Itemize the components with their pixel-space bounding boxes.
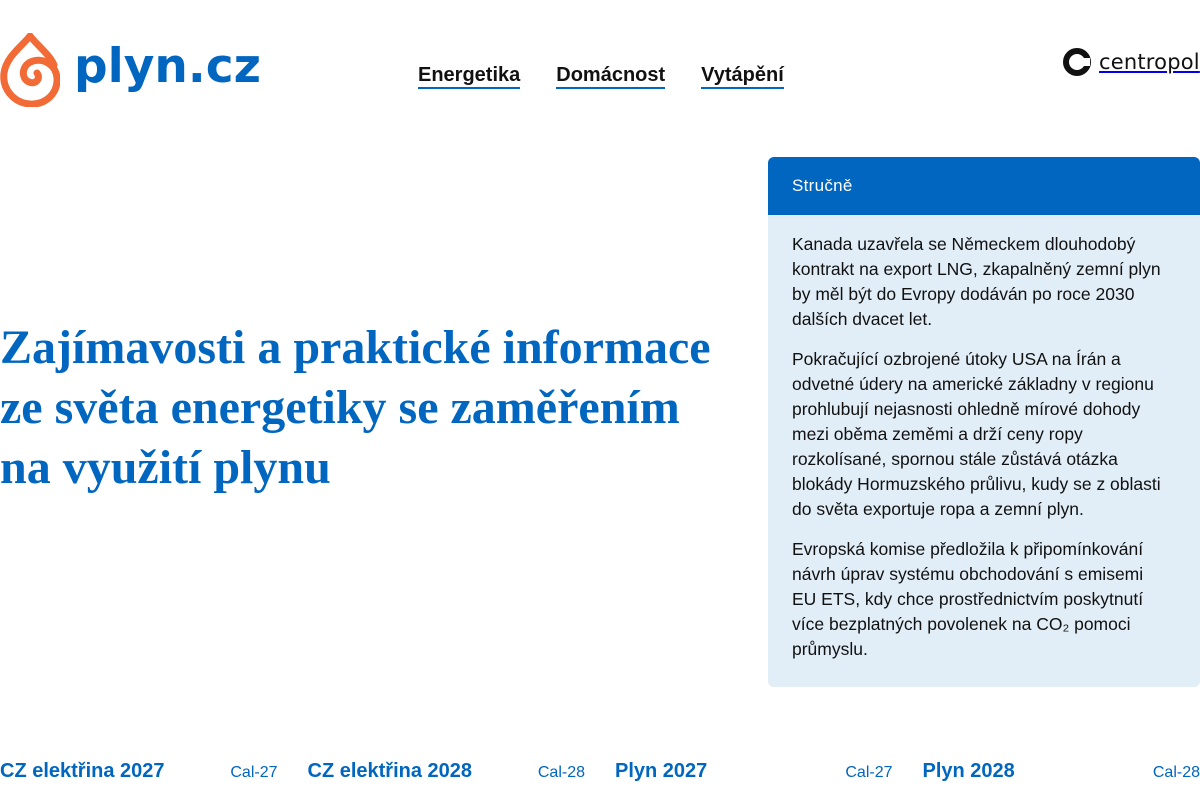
brief-item: Pokračující ozbrojené útoky USA na Írán a odvetné údery na americké základny v regionu prohlubují nejasnosti ohledně mírové dohody mezi oběma zeměmi a drží ceny ropy rozkolísané, spornou stále zůstává otázka blokády Hormuzského průlivu, kudy se z oblasti do světa exportuje ropa a zemní plyn. xyxy=(792,349,1161,519)
nav-item-energetika[interactable]: Energetika xyxy=(418,64,520,89)
ticker-item[interactable] xyxy=(0,760,308,783)
ring-icon xyxy=(1062,47,1092,77)
ticker-item-code: Cal-27 xyxy=(230,764,278,781)
ticker-item-name: Plyn 2028 xyxy=(922,760,1015,782)
brief-title: Stručně xyxy=(768,157,1200,215)
logo-text: plyn.cz xyxy=(74,38,261,94)
ticker-item-name: Plyn 2027 xyxy=(615,760,708,782)
ticker-item-name: CZ elektřina 2028 xyxy=(307,760,473,782)
brief-body xyxy=(768,215,1200,662)
ticker-item[interactable] xyxy=(615,760,923,783)
price-ticker xyxy=(0,760,1200,783)
partner-text: centropol xyxy=(1099,49,1200,74)
flame-swirl-icon xyxy=(0,33,60,107)
brief-item: Kanada uzavřela se Německem dlouhodobý kontrakt na export LNG, zkapalněný zemní plyn by měl být do Evropy dodáván po roce 2030 dalších dvacet let. xyxy=(792,234,1161,329)
ticker-item[interactable] xyxy=(923,760,1200,783)
nav-item-vytapeni[interactable]: Vytápění xyxy=(701,64,784,89)
ticker-item-code: Cal-27 xyxy=(845,764,893,781)
ticker-item-name: CZ elektřina 2027 xyxy=(0,760,165,782)
page-title: Zajímavosti a praktické informace ze světa energetiky se zaměřením na využití plynu xyxy=(0,321,711,494)
ticker-item[interactable] xyxy=(308,760,616,783)
ticker-item-code: Cal-28 xyxy=(537,764,585,781)
ticker-item-code: Cal-28 xyxy=(1152,764,1200,781)
partner-logo[interactable] xyxy=(1062,47,1200,77)
nav-item-domacnost[interactable]: Domácnost xyxy=(556,64,665,89)
brief-item: Evropská komise předložila k připomínkování návrh úprav systému obchodování s emisemi EU ETS, kdy chce prostřednictvím poskytnutí více bezplatných povolenek na CO₂ pomoci průmyslu. xyxy=(792,539,1144,659)
brief-panel xyxy=(768,157,1200,687)
site-logo[interactable] xyxy=(0,33,261,107)
main-nav xyxy=(418,64,784,89)
